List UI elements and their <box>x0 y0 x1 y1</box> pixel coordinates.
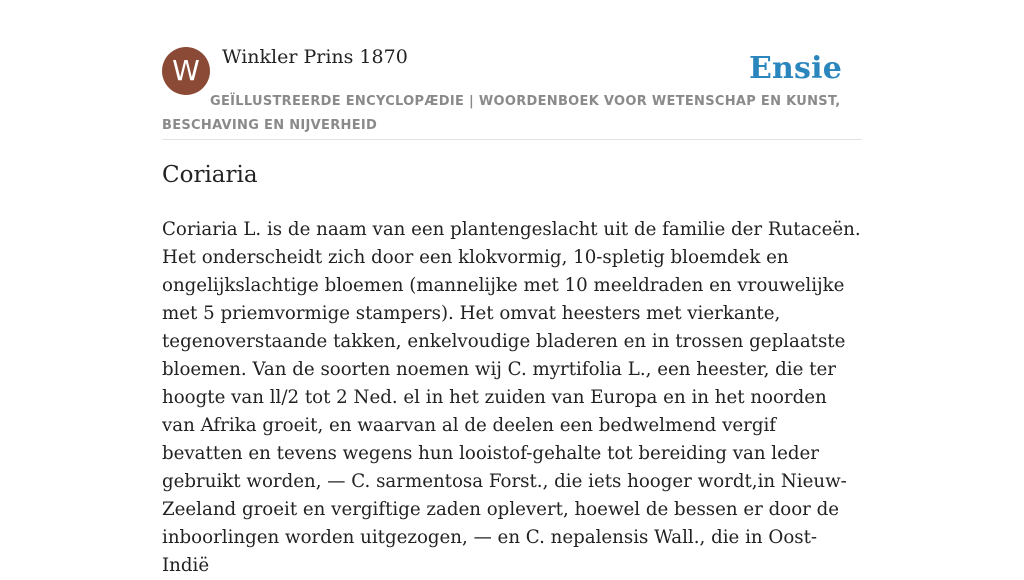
source-avatar[interactable]: W <box>162 47 210 95</box>
article-body: Coriaria L. is de naam van een plantengeslacht uit de familie der Rutaceën. Het onderscheidt zich door een klokvormig, 10-spletig bloemdek en ongelijkslachtige bloemen (mannelijke met 10 meeldraden en vrouwelijke met 5 priemvormige stampers). Het omvat heesters met vierkante, tegenoverstaande takken, enkelvoudige bladeren en in trossen geplaatste bloemen. Van de soorten noemen wij C. myrtifolia L., een heester, die ter hoogte van ll/2 tot 2 Ned. el in het zuiden van Europa en in het noorden van Afrika groeit, en waarvan al de deelen een bedwelmend vergif bevatten en tevens wegens hun looistof-gehalte tot bereiding van leder gebruikt worden, — C. sarmentosa Forst., die iets hooger wordt,in Nieuw-Zeeland groeit en vergiftige zaden oplevert, hoewel de bessen er door de inboorlingen worden uitgezogen, — en C. nepalensis Wall., die in Oost-Indië <box>162 219 861 576</box>
source-subtitle: GEÏLLUSTREERDE ENCYCLOPÆDIE | WOORDENBOEK VOOR WETENSCHAP EN KUNST, BESCHAVING EN NIJVERHEID <box>162 94 841 133</box>
source-title[interactable]: Winkler Prins 1870 <box>222 46 408 68</box>
article-title: Coriaria <box>162 162 258 188</box>
ensie-logo[interactable]: Ensie <box>748 51 842 86</box>
source-header <box>162 46 862 140</box>
